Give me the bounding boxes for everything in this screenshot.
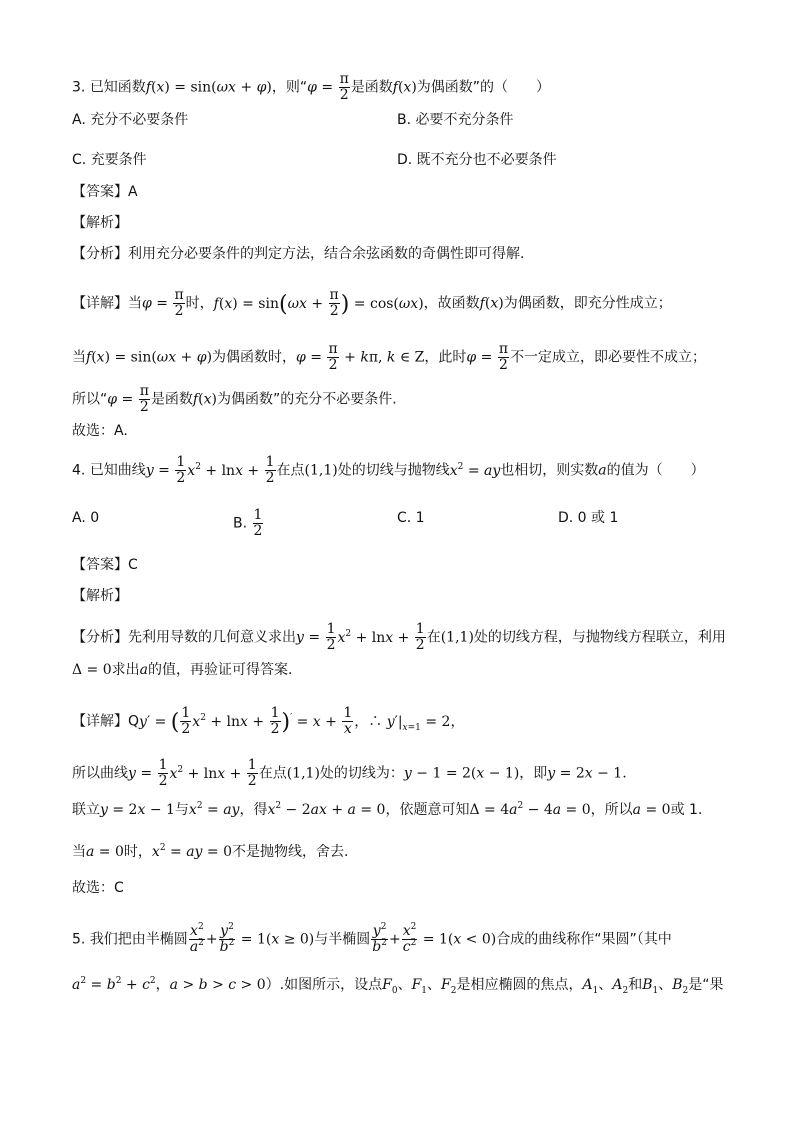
q4-option-b: B. $\frac{1}{2}$	[233, 507, 263, 539]
q4-detail-line3: 联立y = 2x − 1与$x^2$ = ay，得$x^2 - 2ax + a = 0$，依题意可知$\Delta = 4a^2 - 4a = 0$，所以a = 0或 1.	[72, 801, 703, 818]
q3-option-b: B. 必要不充分条件	[397, 112, 514, 128]
q3-fenxi: 【分析】利用充分必要条件的判定方法，结合余弦函数的奇偶性即可得解.	[72, 246, 525, 262]
q3-stem: 3. 已知函数f(x) = sin(ωx + φ)，则“φ = $\frac{\pi}{2}$ 是函数f(x)为偶函数”的（ ）	[72, 71, 551, 103]
q4-detail-line2: 所以曲线y = $\frac{1}{2}$ $x^2 + \ln x$ + $\frac{1}{2}$ 在点(1,1)处的切线为：y − 1 = 2(x − 1)，即y = 2x − 1.	[72, 757, 627, 789]
q3-detail-line3: 所以“φ = $\frac{\pi}{2}$ 是函数f(x)为偶函数”的充分不必要条件.	[72, 383, 397, 415]
q4-detail-line4: 当a = 0时，$x^2$ = ay = 0不是抛物线，舍去.	[72, 843, 349, 860]
q3-detail-line1: 【详解】当φ = $\frac{\pi}{2}$ 时，f(x) = sin(ωx + $\frac{\pi}{2}$ ) = cos(ωx)，故函数f(x)为偶函数，即充分性成立；	[72, 287, 672, 319]
q4-analysis-label: 【解析】	[72, 588, 128, 604]
q4-fenxi-line1: 【分析】先利用导数的几何意义求出y = $\frac{1}{2}$ $x^2 + \ln x$ + $\frac{1}{2}$ 在(1,1)处的切线方程，与抛物线方程联立，利用	[72, 621, 726, 653]
q4-detail-line1: 【详解】Qy′ = ( $\frac{1}{2}$ $x^2 + \ln x$ + $\frac{1}{2}$ )′ = x + $\frac{1}{x}$ ，∴ $y'|_{x=1} = 2$，	[72, 705, 465, 737]
q4-option-c: C. 1	[397, 510, 425, 526]
q3-option-d: D. 既不充分也不必要条件	[397, 152, 557, 168]
q4-choose: 故选：C	[72, 880, 124, 896]
q4-fenxi-line2: Δ = 0求出a的值，再验证可得答案.	[72, 662, 293, 678]
q3-answer: 【答案】A	[72, 184, 138, 200]
q4-answer: 【答案】C	[72, 557, 138, 573]
q4-option-d: D. 0 或 1	[558, 510, 619, 526]
q5-stem-line2: $a^2 = b^2 + c^2$，a > b > c > 0）.如图所示，设点$F_0$、$F_1$、$F_2$是相应椭圆的焦点，$A_1$、$A_2$和$B_1$、$B_2$是“果	[72, 976, 724, 996]
q5-stem-line1: 5. 我们把由半椭圆 $\frac{x^2}{a^2}$ + $\frac{y^2}{b^2}$ = 1(x ≥ 0)与半椭圆 $\frac{y^2}{b^2}$ + $\frac{x^2}{c^2}$ = 1(x < 0)合成的曲线称作“果圆”（其中	[72, 922, 672, 955]
q3-option-c: C. 充要条件	[72, 152, 147, 168]
q4-stem: 4. 已知曲线y = $\frac{1}{2}$ $x^2 + \ln x$ + $\frac{1}{2}$ 在点(1,1)处的切线与抛物线$x^2$ = ay也相切，则实数a的值为（ ）	[72, 454, 705, 486]
q3-choose: 故选：A.	[72, 423, 128, 439]
q3-option-a: A. 充分不必要条件	[72, 112, 189, 128]
q3-detail-line2: 当f(x) = sin(ωx + φ)为偶函数时，φ = $\frac{\pi}{2}$ + kπ, k ∈ Z，此时φ = $\frac{\pi}{2}$ 不一定成立，即必要性不成立；	[72, 341, 707, 373]
q3-analysis-label: 【解析】	[72, 215, 128, 231]
q4-option-a: A. 0	[72, 510, 100, 526]
